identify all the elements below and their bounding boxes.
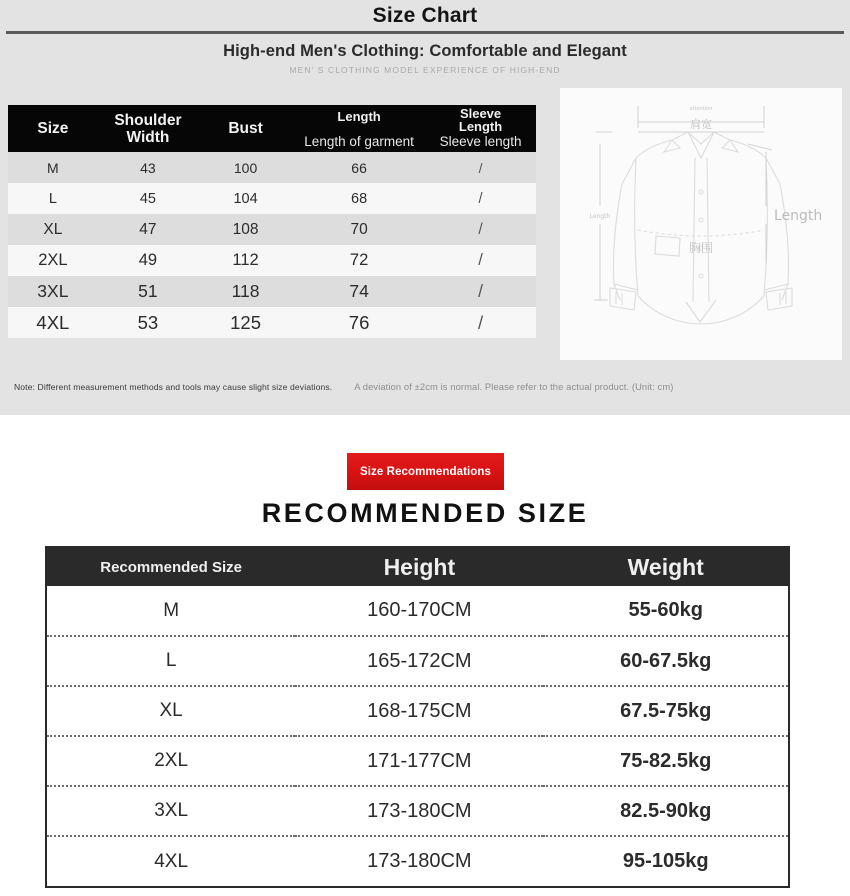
cell-bust: 118 bbox=[231, 281, 260, 301]
header-shoulder-line1: Shoulder bbox=[114, 111, 182, 129]
note-part-a: Note: Different measurement methods and tools may cause slight size deviations. bbox=[14, 382, 333, 392]
table-row bbox=[8, 183, 536, 214]
cell-shoulder: 45 bbox=[139, 190, 156, 207]
note-part-b: A deviation of ±2cm is normal. Please refer to the actual product. (Unit: cm) bbox=[354, 381, 674, 392]
header-recommended-size: Recommended Size bbox=[100, 558, 242, 576]
cell-size: 3XL bbox=[37, 281, 69, 301]
cell-height: 160-170CM bbox=[295, 586, 543, 636]
measurement-note bbox=[14, 381, 838, 392]
header-sleeve-length bbox=[425, 105, 536, 152]
cell-height: 171-177CM bbox=[295, 736, 543, 786]
cell-length: 74 bbox=[349, 281, 369, 301]
cell-weight: 95-105kg bbox=[543, 836, 788, 886]
cell-length: 70 bbox=[350, 220, 368, 238]
cell-height: 173-180CM bbox=[295, 786, 543, 836]
header-height: Height bbox=[383, 553, 456, 580]
cell-sleeve: / bbox=[477, 311, 484, 333]
table-row bbox=[8, 152, 536, 183]
cell-bust: 100 bbox=[233, 159, 258, 176]
size-table-panel bbox=[8, 105, 536, 338]
cell-height: 173-180CM bbox=[295, 836, 543, 886]
cell-size: XL bbox=[43, 220, 63, 238]
header-length-top: Length bbox=[337, 109, 381, 124]
cell-length: 66 bbox=[351, 159, 367, 176]
header-sleeve-bottom: Sleeve length bbox=[439, 134, 522, 149]
cell-recommended-size: L bbox=[47, 636, 295, 686]
cell-length: 68 bbox=[351, 190, 368, 207]
size-table-header-row bbox=[8, 105, 536, 152]
cell-weight: 82.5-90kg bbox=[543, 786, 788, 836]
header-bust: Bust bbox=[228, 119, 263, 137]
cell-weight: 55-60kg bbox=[543, 586, 788, 636]
cell-weight: 60-67.5kg bbox=[543, 636, 788, 686]
size-recommendations-badge bbox=[347, 453, 504, 490]
header-size: Size bbox=[37, 119, 69, 137]
cell-sleeve: / bbox=[478, 159, 483, 176]
header-weight: Weight bbox=[627, 553, 704, 580]
recommended-size-heading: RECOMMENDED SIZE bbox=[261, 498, 589, 528]
cell-size: 2XL bbox=[38, 251, 68, 269]
cell-bust: 125 bbox=[230, 311, 262, 333]
table-row bbox=[47, 836, 788, 886]
title-bar bbox=[0, 0, 850, 32]
header-sleeve-top bbox=[425, 107, 536, 133]
header-sleeve-top-line1: Sleeve bbox=[459, 106, 502, 121]
cell-weight: 75-82.5kg bbox=[543, 736, 788, 786]
cell-sleeve: / bbox=[478, 190, 483, 207]
table-row bbox=[47, 736, 788, 786]
table-row bbox=[8, 307, 536, 338]
diagram-length-label-right: Length bbox=[774, 208, 823, 224]
diagram-bust-label: 胸围 bbox=[688, 241, 714, 255]
shirt-diagram-icon bbox=[560, 88, 842, 360]
cell-height: 165-172CM bbox=[295, 636, 543, 686]
cell-bust: 104 bbox=[233, 190, 258, 207]
title-divider bbox=[6, 31, 844, 34]
size-chart-section bbox=[0, 0, 850, 415]
cell-size: L bbox=[48, 190, 57, 207]
cell-recommended-size: XL bbox=[47, 686, 295, 736]
shirt-diagram-panel bbox=[560, 88, 842, 360]
table-row bbox=[47, 636, 788, 686]
diagram-length-label-left: Length bbox=[589, 213, 611, 220]
table-row bbox=[47, 686, 788, 736]
recommended-header-row bbox=[47, 548, 788, 586]
recommended-size-panel bbox=[45, 546, 790, 888]
size-recommendations-badge-label: Size Recommendations bbox=[359, 465, 492, 478]
header-sleeve-top-line2: Length bbox=[458, 119, 503, 134]
cell-recommended-size: 2XL bbox=[47, 736, 295, 786]
header-length bbox=[293, 105, 425, 152]
cell-length: 76 bbox=[348, 311, 370, 333]
cell-sleeve: / bbox=[478, 281, 483, 301]
cell-bust: 112 bbox=[232, 251, 259, 269]
cell-shoulder: 43 bbox=[140, 159, 156, 176]
cell-shoulder: 47 bbox=[139, 220, 157, 238]
table-row bbox=[47, 586, 788, 636]
table-row bbox=[8, 245, 536, 276]
cell-shoulder: 49 bbox=[138, 251, 158, 269]
header-shoulder-width bbox=[98, 105, 198, 152]
cell-recommended-size: 3XL bbox=[47, 786, 295, 836]
table-row bbox=[47, 786, 788, 836]
header-length-bottom: Length of garment bbox=[304, 134, 414, 149]
subtitle-primary: High-end Men's Clothing: Comfortable and Elegant bbox=[223, 42, 627, 60]
cell-shoulder: 53 bbox=[137, 311, 159, 333]
cell-weight: 67.5-75kg bbox=[543, 686, 788, 736]
header-sleeve-overlay bbox=[425, 105, 536, 152]
cell-recommended-size: M bbox=[47, 586, 295, 636]
subtitle-secondary: MEN' S CLOTHING MODEL EXPERIENCE OF HIGH-END bbox=[289, 65, 561, 75]
cell-size: M bbox=[47, 159, 59, 176]
header-length-overlay bbox=[293, 105, 425, 152]
recommended-size-table bbox=[47, 548, 788, 886]
table-row bbox=[8, 214, 536, 245]
cell-sleeve: / bbox=[478, 220, 483, 238]
diagram-shoulder-label: 肩宽 bbox=[690, 118, 712, 131]
subtitle-block bbox=[0, 42, 850, 75]
table-row bbox=[8, 276, 536, 307]
cell-length: 72 bbox=[349, 251, 369, 269]
cell-shoulder: 51 bbox=[138, 281, 158, 301]
diagram-attention-label: attention bbox=[689, 106, 713, 112]
header-shoulder-line2: Width bbox=[126, 128, 170, 146]
cell-recommended-size: 4XL bbox=[47, 836, 295, 886]
cell-size: 4XL bbox=[36, 311, 70, 333]
cell-bust: 108 bbox=[232, 220, 259, 238]
cell-sleeve: / bbox=[478, 251, 483, 269]
cell-height: 168-175CM bbox=[295, 686, 543, 736]
size-table bbox=[8, 105, 536, 338]
page-title: Size Chart bbox=[372, 4, 478, 27]
